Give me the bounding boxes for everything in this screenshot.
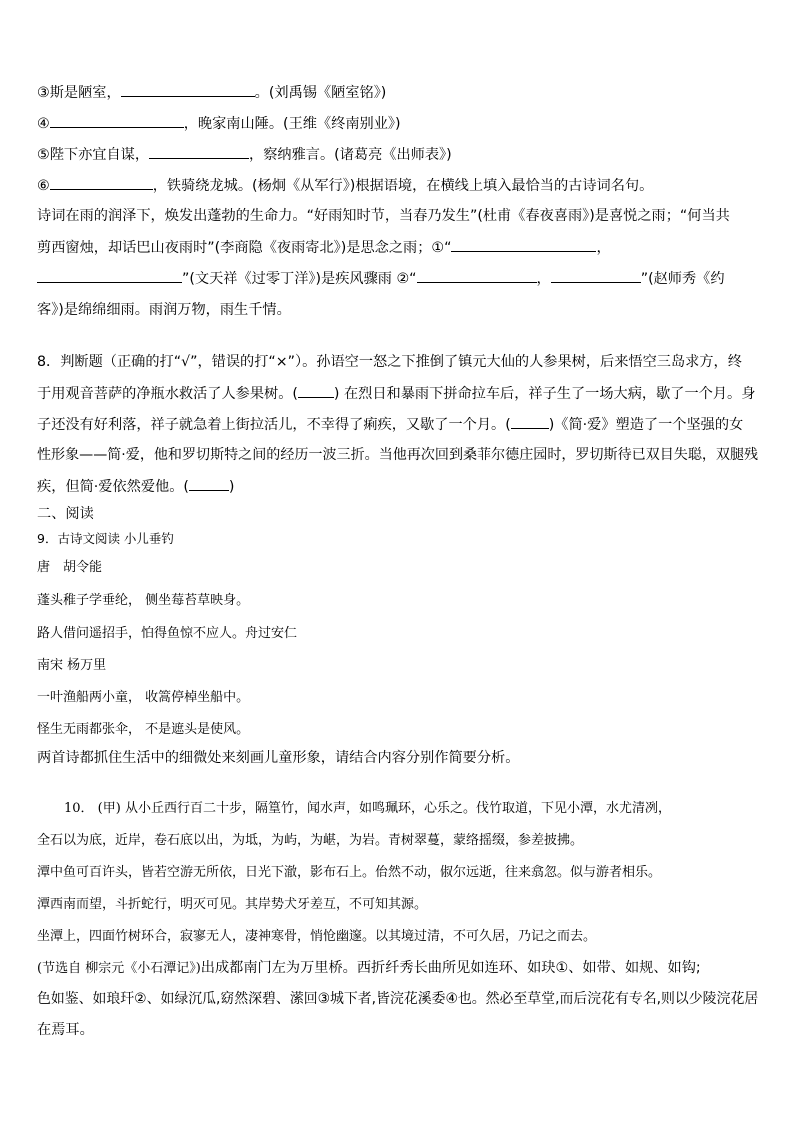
answer-blank[interactable] <box>50 175 153 190</box>
poem1-author: 唐 胡令能 <box>37 560 103 575</box>
answer-blank[interactable] <box>121 82 255 97</box>
section-heading: 二、阅读 <box>37 506 94 522</box>
answer-blank[interactable] <box>50 113 184 128</box>
judgment-answer-blank[interactable] <box>298 383 334 398</box>
q8-line-5: 疾，但简·爱依然爱他。( ) <box>37 476 234 497</box>
answer-blank[interactable] <box>551 268 641 283</box>
poem2-line-1: 一叶渔船两小童， 收篙停棹坐船中。 <box>37 690 250 705</box>
poem2-author: 南宋 杨万里 <box>37 658 107 673</box>
q10-line-4: 潭西南而望，斗折蛇行，明灭可见。其岸势犬牙差互，不可知其源。 <box>37 897 428 912</box>
q9-title: 9．古诗文阅读 小儿垂钓 <box>37 531 174 546</box>
answer-blank[interactable] <box>451 237 596 252</box>
q10-line-3: 潭中鱼可百许头，皆若空游无所依，日光下澈，影布石上。佁然不动，俶尔远逝，往来翕忽。似与游者相乐。 <box>37 865 662 880</box>
poem2-line-2: 怪生无雨都张伞， 不是遮头是使风。 <box>37 722 250 737</box>
rain-paragraph-line-2: 剪西窗烛，却话巴山夜雨时”(李商隐《夜雨寄北》)是思念之雨；①“ ， <box>37 237 611 258</box>
q10-line-8: 在焉耳。 <box>37 1022 94 1038</box>
poem1-line-2: 路人借问遥招手，怕得鱼惊不应人。舟过安仁 <box>37 626 298 641</box>
rain-paragraph-line-3: ”(文天祥《过零丁洋》)是疾风骤雨 ②“ ， ”(赵师秀《约 <box>37 268 725 289</box>
rain-paragraph-line-4: 客》)是绵绵细雨。雨润万物，雨生千情。 <box>37 302 291 318</box>
q5-line: ⑤陛下亦宜自谋， ，察纳雅言。(诸葛亮《出师表》) <box>37 144 452 165</box>
answer-blank[interactable] <box>37 268 182 283</box>
judgment-answer-blank[interactable] <box>189 476 229 491</box>
q8-line-1: 8．判断题（正确的打“√”，错误的打“×”）。孙语空一怒之下推倒了镇元大仙的人参果树，后来悟空三岛求方，终 <box>37 354 742 370</box>
q10-line-5: 坐潭上，四面竹树环合，寂寥无人，凄神寒骨，悄怆幽邃。以其境过清，不可久居，乃记之而去。 <box>37 929 597 944</box>
q10-line-7: 色如鉴、如琅玕②、如绿沉瓜,窈然深碧、潆回③城下者,皆浣花溪委④也。然必至草堂,而后浣花有专名,则以少陵浣花居 <box>37 991 759 1007</box>
answer-blank[interactable] <box>417 268 537 283</box>
answer-blank[interactable] <box>149 144 249 159</box>
q8-line-2: 于用观音菩萨的净瓶水救活了人参果树。( ) 在烈日和暴雨下拼命拉车后，祥子生了一场大病，歇了一个月。身 <box>37 383 755 404</box>
q9-question: 两首诗都抓住生活中的细微处来刻画儿童形象，请结合内容分别作简要分析。 <box>37 750 520 766</box>
q10-line-1: 10． (甲) 从小丘西行百二十步，隔篁竹，闻水声，如鸣珮环，心乐之。伐竹取道，下见小潭，水尤清冽， <box>64 801 671 816</box>
q8-line-3: 子还没有好利落，祥子就急着上街拉活儿，不幸得了痢疾，又歇了一个月。( )《简·爱》塑造了一个坚强的女 <box>37 414 743 435</box>
q3-line: ③斯是陋室， 。(刘禹锡《陋室铭》) <box>37 82 386 103</box>
rain-paragraph-line-1: 诗词在雨的润泽下，焕发出蓬勃的生命力。“好雨知时节，当春乃发生”(杜甫《春夜喜雨》)是喜悦之雨；“何当共 <box>37 208 730 224</box>
q10-line-6: (节选自 柳宗元《小石潭记》)出成都南门左为万里桥。西折纤秀长曲所见如连环、如玦①、如带、如规、如钩; <box>37 960 701 976</box>
q4-line: ④ ，晚家南山陲。(王维《终南别业》) <box>37 113 401 134</box>
q6-line: ⑥ ，铁骑绕龙城。(杨炯《从军行》)根据语境，在横线上填入最恰当的古诗词名句。 <box>37 175 653 196</box>
q10-line-2: 全石以为底，近岸，卷石底以出，为坻，为屿，为嵁，为岩。青树翠蔓，蒙络摇缀，参差披拂。 <box>37 833 584 848</box>
judgment-answer-blank[interactable] <box>511 414 549 429</box>
q8-line-4: 性形象——简·爱，他和罗切斯特之间的经历一波三折。当他再次回到桑菲尔德庄园时，罗切斯待已双目失聪，双腿残 <box>37 447 759 463</box>
poem1-line-1: 蓬头稚子学垂纶， 侧坐莓苔草映身。 <box>37 593 250 608</box>
